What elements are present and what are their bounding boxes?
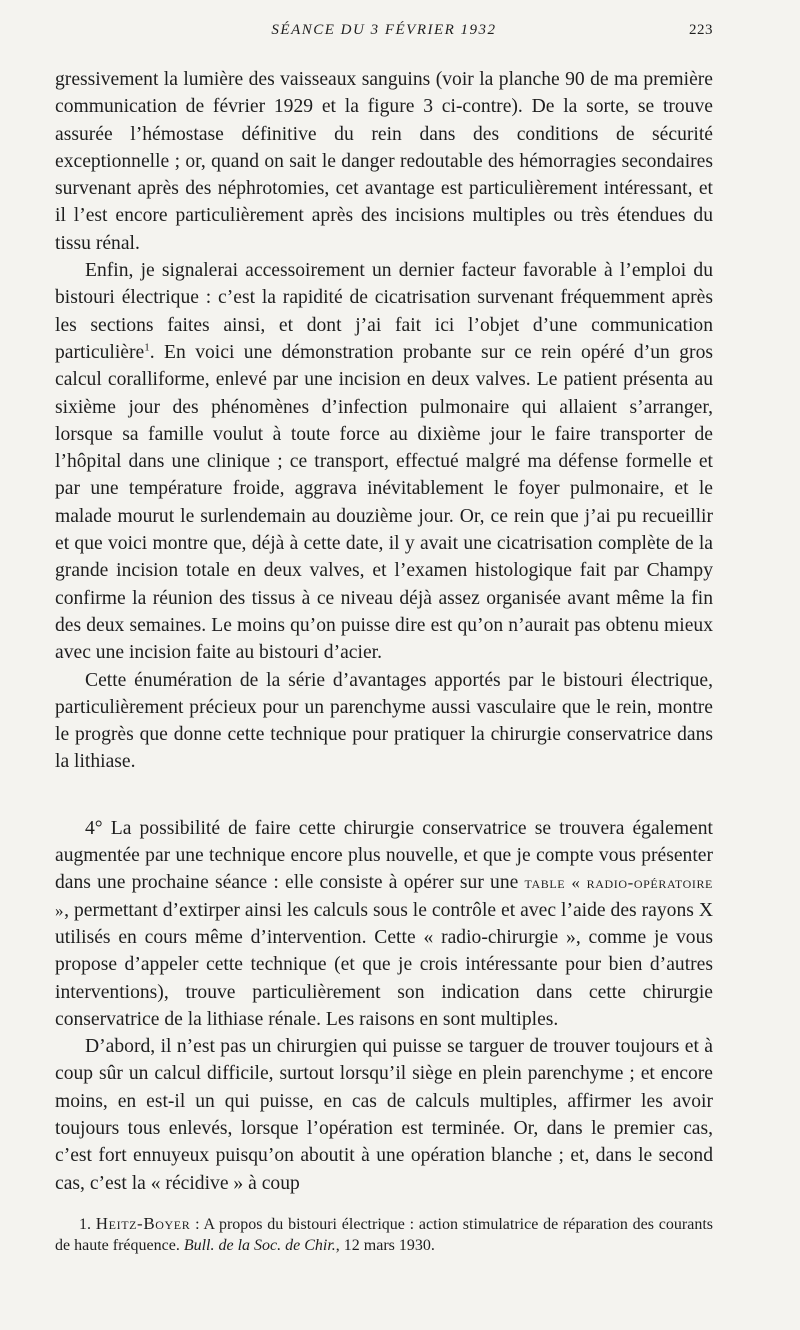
footnote-reference: 1 — [144, 341, 150, 354]
page-header — [55, 22, 713, 44]
running-title: SÉANCE DU 3 FÉVRIER 1932 — [271, 22, 497, 38]
paragraph-cicatrisation — [55, 257, 713, 666]
paragraph-radio-start: 4° La possibilité de faire cette chirurgie conservatrice se trouvera également augmentée par une technique encore plus nouvelle, et que je compte vous présenter dans une prochaine séance : elle consiste à opérer sur une — [55, 817, 713, 894]
footnote-number: 1. — [79, 1216, 91, 1233]
paragraph-dabord: D’abord, il n’est pas un chirurgien qui puisse se targuer de trouver toujours et à coup sûr un calcul difficile, surtout lorsqu’il siège en plein parenchyme ; et encore moins, en est-il un qui puisse, en cas de calculs multiples, affirmer les avoir toujours tous enlevés, lorsque l’opération est terminée. Or, dans le premier cas, c’est fort ennuyeux puisqu’on aboutit à une opération blanche ; et, dans le second cas, c’est la « récidive » à coup — [55, 1036, 713, 1194]
body-text — [55, 66, 713, 1197]
footnote-date: , 12 mars 1930. — [335, 1237, 435, 1254]
page-number: 223 — [689, 22, 713, 38]
paragraph-radio-chirurgie — [55, 815, 713, 1033]
paragraph-cicatrisation-end: . En voici une démonstration probante sur ce rein opéré d’un gros calcul coralliforme, enlevé par une incision en deux valves. Le patient présenta au sixième jour des phénomènes d’infection pulmonaire qui allaient s’arranger, lorsque sa famille voulut à toute force au dixième jour le faire transporter de l’hôpital dans une clinique ; ce transport, effectué malgré ma défense formelle et par une température froide, aggrava inévitablement le foyer pulmonaire, et le malade mourut le surlendemain au douzième jour. Or, ce rein que j’ai pu recueillir et que voici montre que, déjà à cette date, il y avait une cicatrisation complète de la grande incision totale en deux valves, et l’examen histologique fait par Champy confirme la réunion des tissus à ce niveau déjà assez organisée avant même la fin des deux semaines. Le moins qu’on puisse dire est qu’on n’aurait pas obtenu mieux avec une incision faite au bistouri d’acier. — [55, 341, 713, 664]
footnote-author: Heitz-Boyer — [95, 1214, 191, 1233]
footnote — [55, 1213, 713, 1256]
footnote-journal: Bull. de la Soc. de Chir. — [183, 1237, 336, 1254]
paragraph-radio-end: , permettant d’extirper ainsi les calculs sous le contrôle et avec l’aide des rayons X utilisés en cours même d’intervention. Cette « radio-chirurgie », comme je vous propose d’appeler cette technique (et que je crois intéressante pour bien d’autres interventions), trouve particulièrement son indication dans cette chirurgie conservatrice de la lithiase rénale. Les raisons en sont multiples. — [55, 899, 713, 1030]
footnote-text — [55, 1213, 713, 1256]
footnote-title: : A propos du bistouri électrique : action stimulatrice de réparation des courants de haute fréquence. — [55, 1216, 713, 1254]
paragraph-enumeration: Cette énumération de la série d’avantages apportés par le bistouri électrique, particulièrement précieux pour un parenchyme aussi vasculaire que le rein, montre le progrès que donne cette technique pour pratiquer la chirurgie conservatrice dans la lithiase. — [55, 669, 713, 773]
paragraph-hemostasis: gressivement la lumière des vaisseaux sanguins (voir la planche 90 de ma première communication de février 1929 et la figure 3 ci-contre). De la sorte, se trouve assurée l’hémostase définitive du rein dans des conditions de sécurité exceptionnelle ; or, quand on sait le danger redoutable des hémorragies secondaires survenant après des néphrotomies, cet avantage est particulièrement intéressant, et il l’est encore particulièrement après des incisions multiples ou très étendues du tissu rénal. — [55, 69, 713, 254]
small-caps-term: table « radio-opératoire » — [55, 873, 713, 920]
paragraph-cicatrisation-start: Enfin, je signalerai accessoirement un dernier facteur favorable à l’emploi du bistouri électrique : c’est la rapidité de cicatrisation survenant fréquemment après les sections faites ainsi, et dont j’ai fait ici l’objet d’une communication particulière — [55, 260, 713, 363]
